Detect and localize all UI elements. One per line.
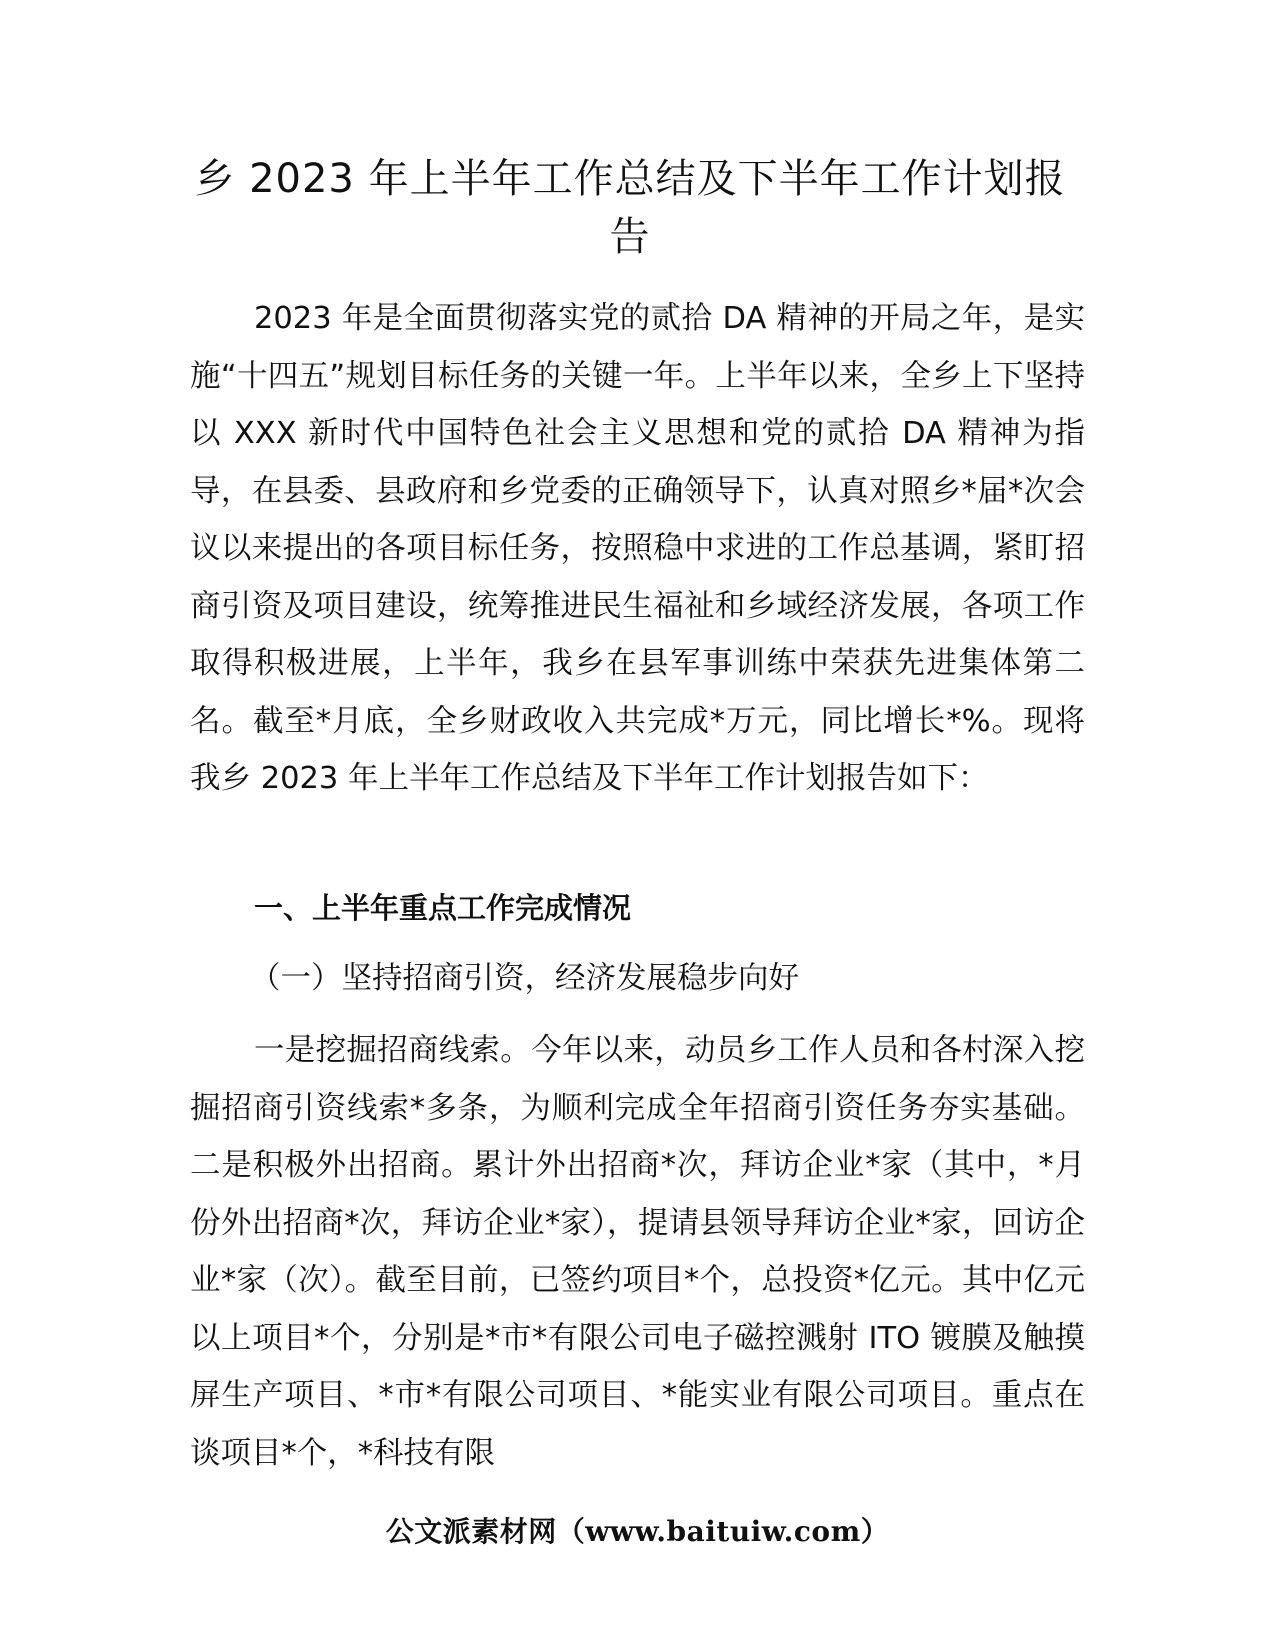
intro-paragraph: 2023 年是全面贯彻落实党的贰拾 DA 精神的开局之年，是实施“十四五”规划目标任务的关键一年。上半年以来，全乡上下坚持以 XXX 新时代中国特色社会主义思想和党的贰拾 DA 精神为指导，在县委、县政府和乡党委的正确领导下，认真对照乡*届*次会议以来提出的各项目标任务，按照稳中求进的工作总基调，紧盯招商引资及项目建设，统筹推进民生福祉和乡域经济发展，各项工作取得积极进展，上半年，我乡在县军事训练中荣获先进集体第二名。截至*月底，全乡财政收入共完成*万元，同比增长*%。现将我乡 2023 年上半年工作总结及下半年工作计划报告如下： <box>190 301 1085 796</box>
document-title: 乡 2023 年上半年工作总结及下半年工作计划报告 <box>194 156 1066 260</box>
section-heading: 一、上半年重点工作完成情况 <box>254 891 632 925</box>
footer-watermark: 公文派素材网（www.baituiw.com） <box>385 1515 890 1548</box>
subsection-heading: （一）坚持招商引资，经济发展稳步向好 <box>250 961 799 996</box>
investment-paragraph: 一是挖掘招商线索。今年以来，动员乡工作人员和各村深入挖掘招商引资线索*多条，为顺利完成全年招商引资任务夯实基础。二是积极外出招商。累计外出招商*次，拜访企业*家（其中，*月份外出招商*次，拜访企业*家），提请县领导拜访企业*家，回访企业*家（次）。截至目前，已签约项目*个，总投资*亿元。其中亿元以上项目*个，分别是*市*有限公司电子磁控溅射 ITO 镀膜及触摸屏生产项目、*市*有限公司项目、*能实业有限公司项目。重点在谈项目*个，*科技有限 <box>190 1033 1085 1471</box>
